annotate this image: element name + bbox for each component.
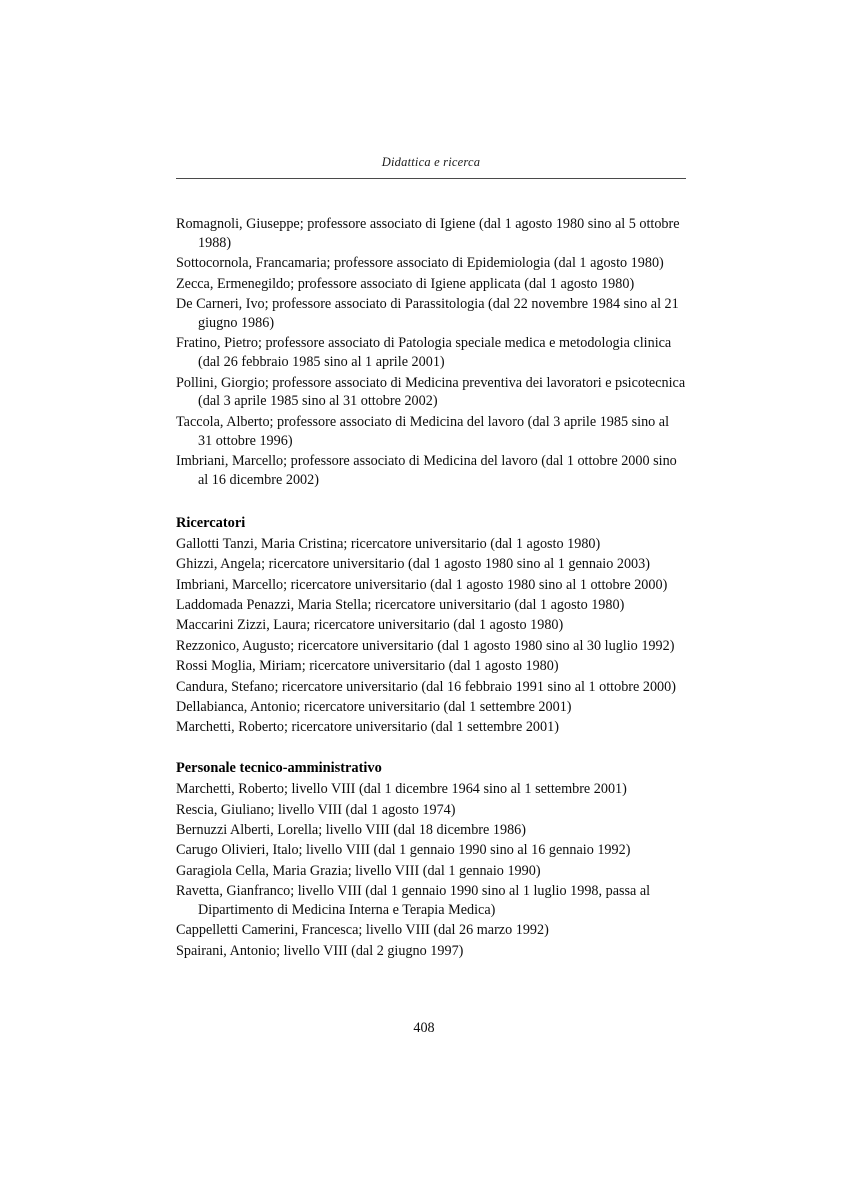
list-item: Maccarini Zizzi, Laura; ricercatore universitario (dal 1 agosto 1980) [176,617,564,634]
list-item: Marchetti, Roberto; livello VIII (dal 1 dicembre 1964 sino al 1 settembre 2001) [176,781,627,798]
running-head: Didattica e ricerca [381,155,481,169]
section-heading: Personale tecnico-amministrativo [176,760,382,777]
list-item: Rossi Moglia, Miriam; ricercatore universitario (dal 1 agosto 1980) [176,658,559,675]
list-item: Bernuzzi Alberti, Lorella; livello VIII (dal 18 dicembre 1986) [176,822,526,839]
list-item: Romagnoli, Giuseppe; professore associato di Igiene (dal 1 agosto 1980 sino al 5 ottobre 1988) [176,216,680,251]
header-rule [176,178,686,179]
section-heading: Ricercatori [176,514,246,531]
list-item: Ravetta, Gianfranco; livello VIII (dal 1 gennaio 1990 sino al 1 luglio 1998, passa al Dipartimento di Medicina Interna e Terapia Medica) [176,883,651,919]
list-item: Dellabianca, Antonio; ricercatore universitario (dal 1 settembre 2001) [176,698,572,715]
list-item: Carugo Olivieri, Italo; livello VIII (dal 1 gennaio 1990 sino al 16 gennaio 1992) [176,842,631,859]
list-item: Pollini, Giorgio; professore associato di Medicina preventiva dei lavoratori e psicotecnica (dal 3 aprile 1985 sino al 31 ottobre 2002) [176,374,686,410]
page-number: 408 [413,1020,435,1036]
list-item: Garagiola Cella, Maria Grazia; livello VIII (dal 1 gennaio 1990) [176,862,541,879]
page-content [176,155,686,962]
list-item: Imbriani, Marcello; professore associato di Medicina del lavoro (dal 1 ottobre 2000 sino al 16 dicembre 2002) [176,453,677,488]
list-item: Marchetti, Roberto; ricercatore universitario (dal 1 settembre 2001) [176,719,559,736]
list-item: Rescia, Giuliano; livello VIII (dal 1 agosto 1974) [176,801,456,818]
list-item: Ghizzi, Angela; ricercatore universitario (dal 1 agosto 1980 sino al 1 gennaio 2003) [176,556,650,573]
list-item: Sottocornola, Francamaria; professore associato di Epidemiologia (dal 1 agosto 1980) [176,255,664,272]
list-item: Taccola, Alberto; professore associato di Medicina del lavoro (dal 3 aprile 1985 sino al 31 ottobre 1996) [176,413,670,449]
intro-entry-list [176,215,686,490]
list-item: Candura, Stefano; ricercatore universitario (dal 16 febbraio 1991 sino al 1 ottobre 2000) [176,678,676,695]
list-item: Zecca, Ermenegildo; professore associato di Igiene applicata (dal 1 agosto 1980) [176,275,635,292]
list-item: Rezzonico, Augusto; ricercatore universitario (dal 1 agosto 1980 sino al 30 luglio 1992) [176,637,675,654]
list-item: De Carneri, Ivo; professore associato di Parassitologia (dal 22 novembre 1984 sino al 21 giugno 1986) [176,296,679,331]
list-item: Cappelletti Camerini, Francesca; livello VIII (dal 26 marzo 1992) [176,922,549,939]
list-item: Fratino, Pietro; professore associato di Patologia speciale medica e metodologia clinica (dal 26 febbraio 1985 sino al 1 aprile 2001) [176,335,672,371]
section-ricercatori [176,514,686,737]
list-item: Imbriani, Marcello; ricercatore universitario (dal 1 agosto 1980 sino al 1 ottobre 2000) [176,576,668,593]
list-item: Gallotti Tanzi, Maria Cristina; ricercatore universitario (dal 1 agosto 1980) [176,535,601,552]
section-personale-tecnico-amministrativo [176,759,686,961]
list-item: Laddomada Penazzi, Maria Stella; ricercatore universitario (dal 1 agosto 1980) [176,597,625,614]
list-item: Spairani, Antonio; livello VIII (dal 2 giugno 1997) [176,942,464,959]
